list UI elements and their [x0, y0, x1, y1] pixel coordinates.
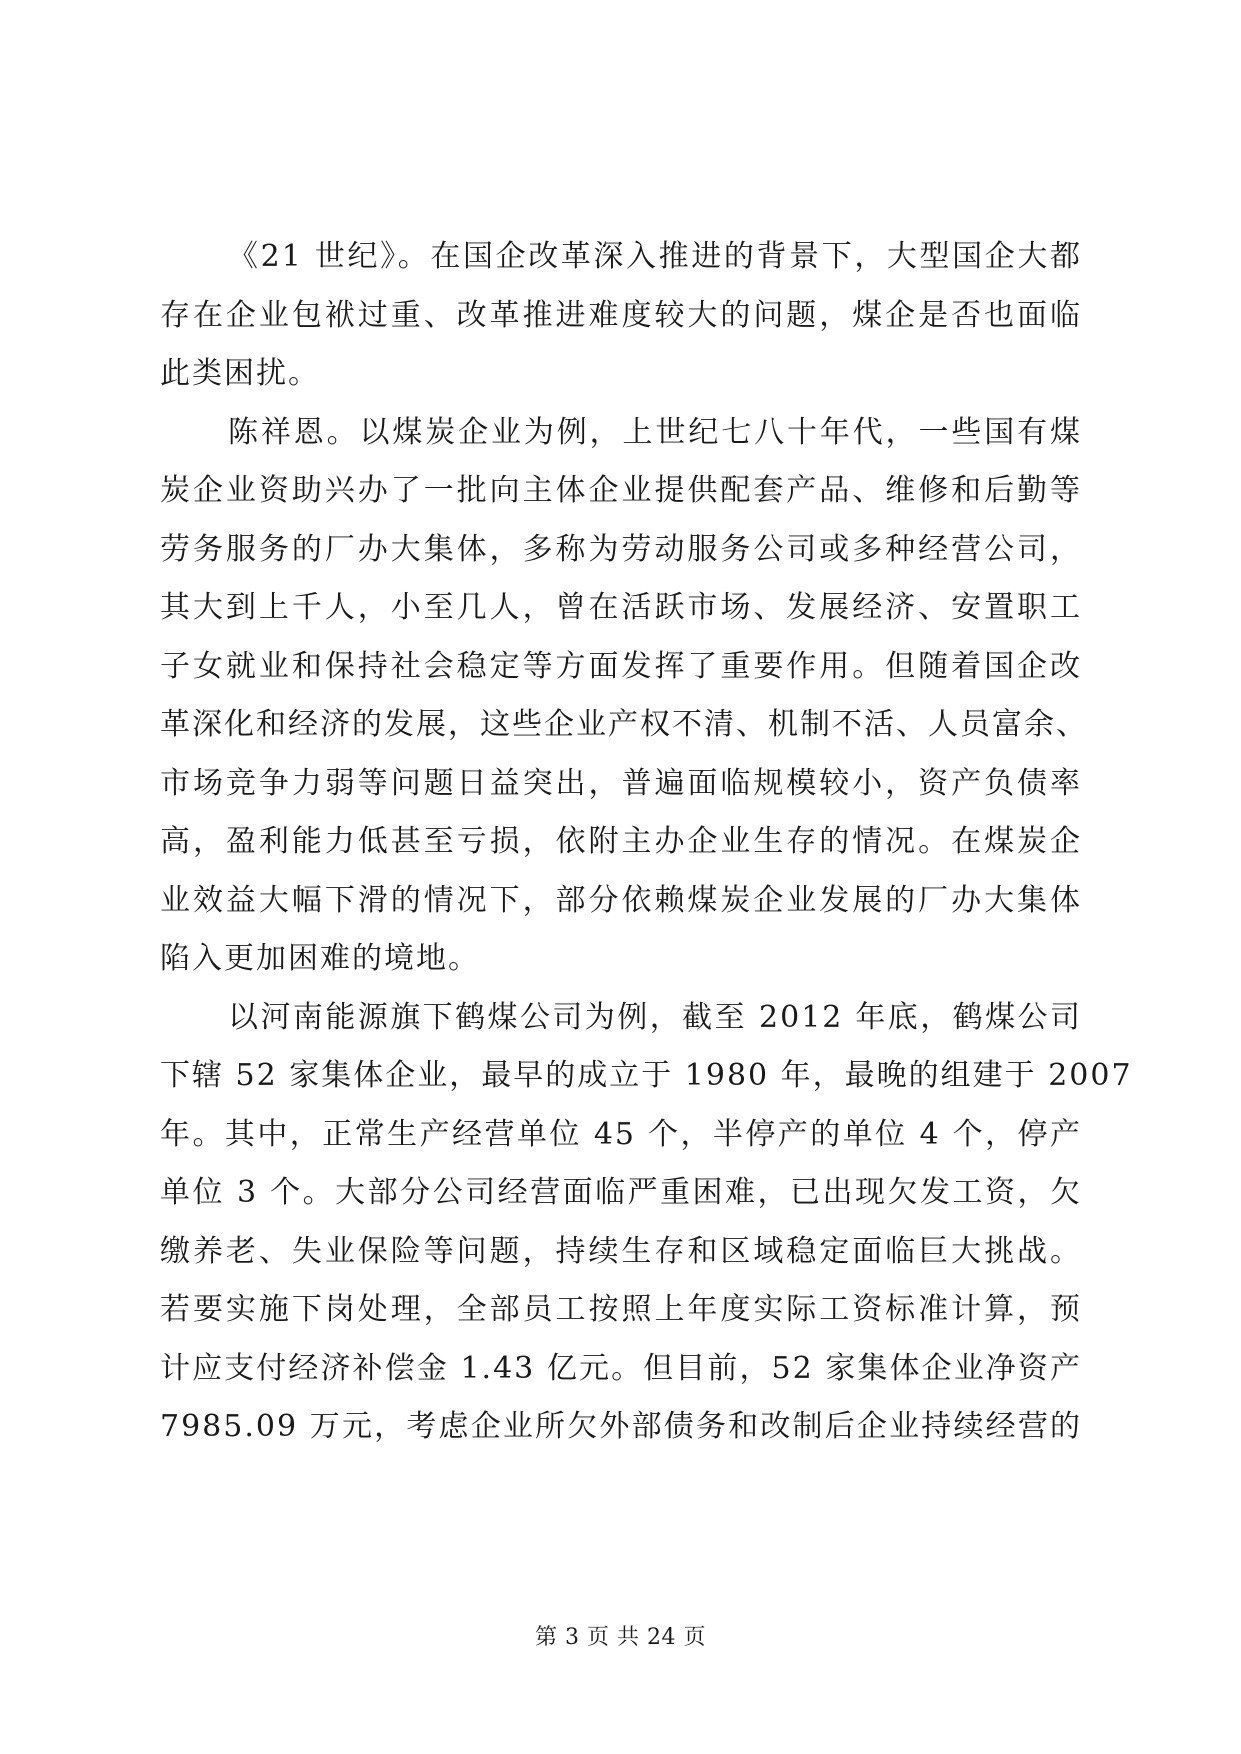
text-line: 劳务服务的厂办大集体，多称为劳动服务公司或多种经营公司， — [160, 531, 1082, 567]
text-line: 缴养老、失业保险等问题，持续生存和区域稳定面临巨大挑战。 — [160, 1233, 1082, 1269]
text-line: 《21 世纪》。在国企改革深入推进的背景下，大型国企大都 — [228, 239, 1082, 274]
text-line: 其大到上千人，小至几人，曾在活跃市场、发展经济、安置职工 — [160, 590, 1082, 625]
text-line: 陈祥恩。以煤炭企业为例，上世纪七八十年代，一些国有煤 — [228, 414, 1082, 450]
text-line: 7985.09 万元，考虑企业所欠外部债务和改制后企业持续经营的 — [160, 1409, 1082, 1444]
text-line: 业效益大幅下滑的情况下，部分依赖煤炭企业发展的厂办大集体 — [160, 882, 1082, 918]
text-line: 年。其中，正常生产经营单位 45 个，半停产的单位 4 个，停产 — [160, 1116, 1082, 1152]
text-line: 以河南能源旗下鹤煤公司为例，截至 2012 年底，鹤煤公司 — [228, 999, 1082, 1035]
text-line: 存在企业包袱过重、改革推进难度较大的问题，煤企是否也面临 — [160, 297, 1082, 333]
text-line: 若要实施下岗处理，全部员工按照上年度实际工资标准计算，预 — [160, 1292, 1082, 1327]
text-line: 高，盈利能力低甚至亏损，依附主办企业生存的情况。在煤炭企 — [160, 824, 1082, 859]
text-line: 子女就业和保持社会稳定等方面发挥了重要作用。但随着国企改 — [160, 648, 1082, 684]
text-line: 陷入更加困难的境地。 — [160, 941, 480, 976]
text-line: 此类困扰。 — [160, 356, 320, 391]
text-line: 单位 3 个。大部分公司经营面临严重困难，已出现欠发工资，欠 — [160, 1175, 1082, 1210]
text-line: 下辖 52 家集体企业，最早的成立于 1980 年，最晚的组建于 2007 — [160, 1058, 1133, 1093]
body-text — [160, 228, 1133, 1457]
text-line: 计应支付经济补偿金 1.43 亿元。但目前，52 家集体企业净资产 — [160, 1350, 1082, 1386]
text-line: 炭企业资助兴办了一批向主体企业提供配套产品、维修和后勤等 — [160, 473, 1082, 508]
text-line: 革深化和经济的发展，这些企业产权不清、机制不活、人员富余、 — [160, 707, 1088, 742]
page-number-footer: 第 3 页 共 24 页 — [535, 1625, 706, 1650]
text-line: 市场竞争力弱等问题日益突出，普遍面临规模较小，资产负债率 — [160, 765, 1082, 801]
